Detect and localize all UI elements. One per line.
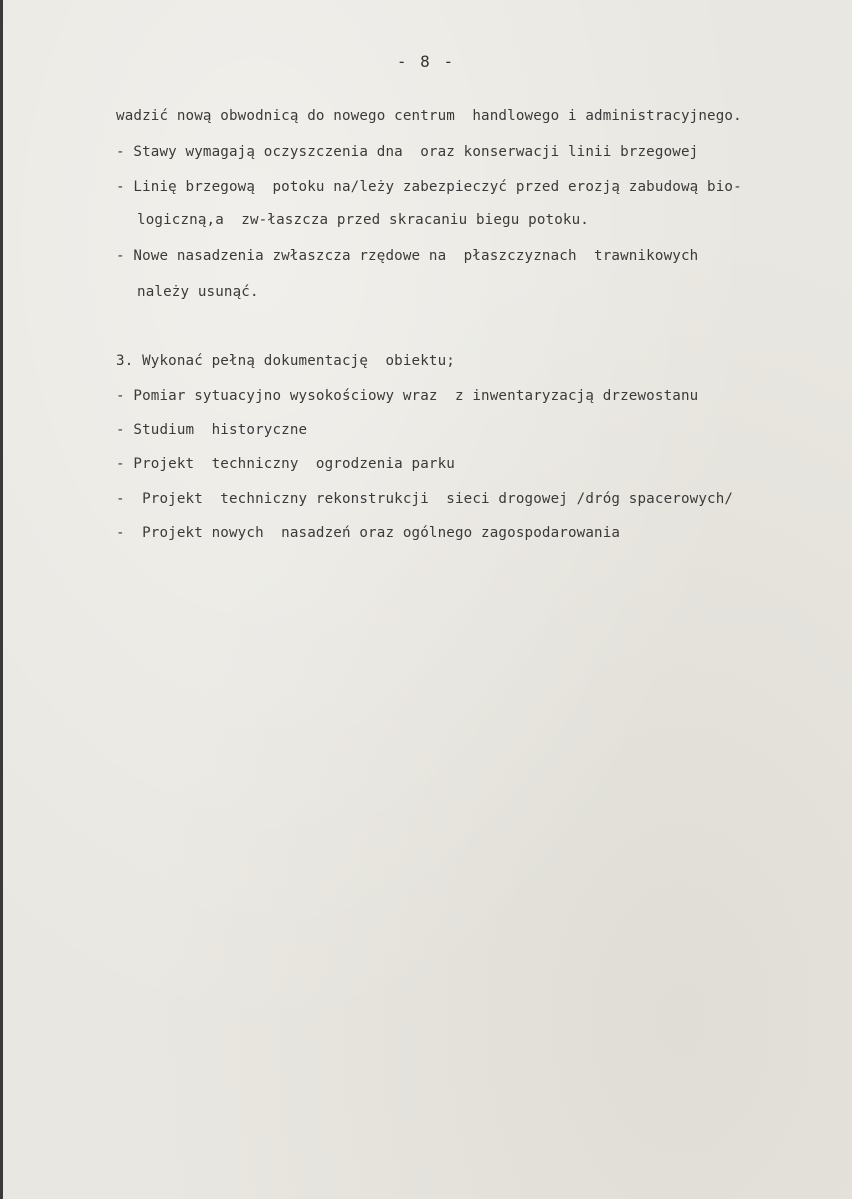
- list-item: - Projekt nowych nasadzeń oraz ogólnego zagospodarowania: [116, 525, 621, 541]
- list-item: - Pomiar sytuacyjno wysokościowy wraz z inwentaryzacją drzewostanu: [116, 388, 699, 404]
- text-line: logiczną,a zw-łaszcza przed skracaniu biegu potoku.: [137, 212, 589, 228]
- page-number: - 8 -: [396, 52, 456, 71]
- page-edge: [0, 0, 3, 1199]
- list-item: - Nowe nasadzenia zwłaszcza rzędowe na płaszczyznach trawnikowych: [116, 248, 699, 264]
- text-line: należy usunąć.: [137, 284, 259, 300]
- text-line: wadzić nową obwodnicą do nowego centrum handlowego i administracyjnego.: [116, 108, 742, 124]
- list-item: - Projekt techniczny ogrodzenia parku: [116, 456, 455, 472]
- list-item: - Linię brzegową potoku na/leży zabezpieczyć przed erozją zabudową bio-: [116, 179, 742, 195]
- section-heading: 3. Wykonać pełną dokumentację obiektu;: [116, 353, 455, 369]
- list-item: - Stawy wymagają oczyszczenia dna oraz konserwacji linii brzegowej: [116, 144, 699, 160]
- list-item: - Studium historyczne: [116, 422, 308, 438]
- list-item: - Projekt techniczny rekonstrukcji sieci drogowej /dróg spacerowych/: [116, 491, 734, 507]
